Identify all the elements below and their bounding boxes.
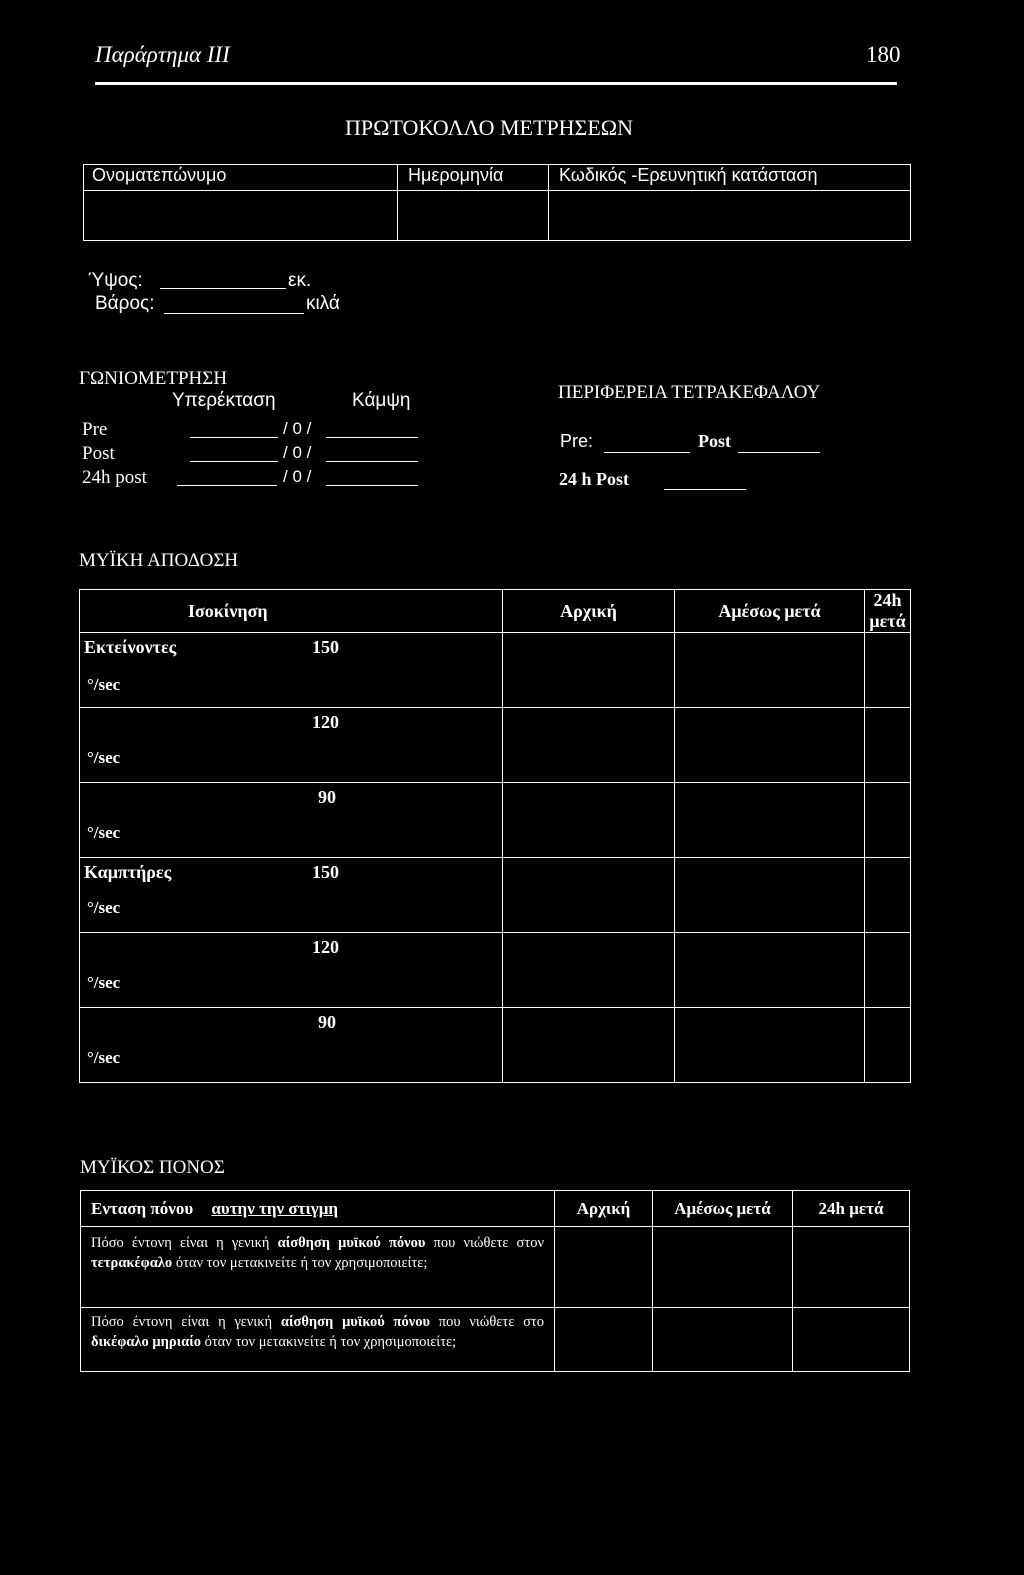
goniometry-row-pre: Pre bbox=[82, 419, 108, 440]
mpain-question-quadriceps bbox=[81, 1227, 555, 1308]
mpain-header-initial: Αρχική bbox=[555, 1191, 653, 1227]
mpain-cell[interactable] bbox=[555, 1227, 653, 1308]
mpain-cell[interactable] bbox=[653, 1308, 793, 1372]
document-title: ΠΡΩΤΟΚΟΛΛΟ ΜΕΤΡΗΣΕΩΝ bbox=[345, 115, 634, 140]
circumference-pre-field[interactable] bbox=[604, 452, 690, 453]
q-text: που νιώθετε στο bbox=[430, 1314, 544, 1330]
info-cell-name[interactable] bbox=[84, 191, 398, 241]
mp-cell[interactable] bbox=[503, 783, 675, 858]
mp-cell[interactable] bbox=[865, 633, 911, 708]
goniometry-title: ΓΩΝΙΟΜΕΤΡΗΣΗ bbox=[79, 368, 228, 389]
table-row bbox=[80, 1008, 911, 1083]
weight-label: Βάρος: bbox=[95, 293, 155, 314]
circumference-title: ΠΕΡΙΦΕΡΕΙΑ ΤΕΤΡΑΚΕΦΑΛΟΥ bbox=[558, 382, 821, 403]
mp-cell[interactable] bbox=[865, 783, 911, 858]
weight-unit: κιλά bbox=[306, 293, 340, 314]
mp-header-isokinetic: Ισοκίνηση bbox=[80, 590, 503, 633]
height-field[interactable] bbox=[160, 288, 286, 289]
mpain-question-hamstrings bbox=[81, 1308, 555, 1372]
goniometry-separator: / 0 / bbox=[283, 419, 312, 438]
mp-cell[interactable] bbox=[675, 1008, 865, 1083]
table-row bbox=[80, 633, 911, 708]
q-text-bold: αίσθηση μυϊκού πόνου bbox=[280, 1314, 430, 1330]
page-number: 180 bbox=[866, 42, 901, 67]
mp-cell[interactable] bbox=[675, 633, 865, 708]
mp-cell[interactable] bbox=[503, 633, 675, 708]
mp-cell[interactable] bbox=[503, 933, 675, 1008]
mp-header-immediately: Αμέσως μετά bbox=[675, 590, 865, 633]
mp-row-label bbox=[80, 858, 503, 933]
mp-group-name-flexors: Καμπτήρες bbox=[84, 862, 172, 882]
pre-extension-field[interactable] bbox=[190, 437, 278, 438]
mp-unit: °/sec bbox=[87, 973, 121, 992]
circumference-post-field[interactable] bbox=[738, 452, 820, 453]
mp-cell[interactable] bbox=[503, 708, 675, 783]
mp-speed: 120 bbox=[312, 712, 339, 732]
muscle-pain-table bbox=[80, 1190, 910, 1372]
mpain-header-label: Ενταση πόνου bbox=[91, 1198, 194, 1218]
mp-row-label bbox=[80, 783, 503, 858]
h24-flexion-field[interactable] bbox=[326, 485, 418, 486]
mp-unit: °/sec bbox=[87, 823, 121, 842]
circumference-pre-label: Pre: bbox=[560, 431, 594, 451]
weight-field[interactable] bbox=[164, 313, 304, 314]
mp-row-label bbox=[80, 708, 503, 783]
mp-unit: °/sec bbox=[87, 898, 121, 917]
mp-cell[interactable] bbox=[865, 933, 911, 1008]
mp-cell[interactable] bbox=[675, 933, 865, 1008]
table-row bbox=[80, 783, 911, 858]
header-rule bbox=[95, 82, 897, 85]
mpain-cell[interactable] bbox=[793, 1308, 910, 1372]
q-text: όταν τον μετακινείτε ή τον χρησιμοποιείτε; bbox=[200, 1334, 457, 1350]
circumference-24h-label: 24 h Post bbox=[559, 469, 630, 489]
post-flexion-field[interactable] bbox=[326, 461, 418, 462]
mp-row-label bbox=[80, 933, 503, 1008]
mp-row-label bbox=[80, 1008, 503, 1083]
mp-cell[interactable] bbox=[865, 708, 911, 783]
info-header-name: Ονοματεπώνυμο bbox=[84, 165, 398, 191]
mp-cell[interactable] bbox=[675, 783, 865, 858]
q-text-bold: αίσθηση μυϊκού πόνου bbox=[277, 1235, 426, 1251]
mp-cell[interactable] bbox=[865, 1008, 911, 1083]
mp-cell[interactable] bbox=[675, 858, 865, 933]
q-text: όταν τον μετακινείτε ή τον χρησιμοποιείτε; bbox=[172, 1255, 428, 1271]
mpain-header-intensity bbox=[81, 1191, 555, 1227]
mp-speed: 90 bbox=[318, 787, 336, 807]
mpain-header-emphasis: αυτην την στιγμη bbox=[211, 1198, 338, 1218]
info-cell-date[interactable] bbox=[398, 191, 549, 241]
goniometry-col-extension: Υπερέκταση bbox=[172, 390, 276, 411]
h24-extension-field[interactable] bbox=[177, 485, 277, 486]
mp-speed: 120 bbox=[312, 937, 339, 957]
mpain-cell[interactable] bbox=[653, 1227, 793, 1308]
q-text-bold: τετρακέφαλο bbox=[91, 1255, 173, 1271]
mp-unit: °/sec bbox=[87, 748, 121, 767]
mp-cell[interactable] bbox=[503, 1008, 675, 1083]
goniometry-row-post: Post bbox=[82, 443, 115, 464]
pre-flexion-field[interactable] bbox=[326, 437, 418, 438]
mpain-header-immediately: Αμέσως μετά bbox=[653, 1191, 793, 1227]
goniometry-separator: / 0 / bbox=[283, 467, 312, 486]
q-text: που νιώθετε στον bbox=[425, 1235, 544, 1251]
table-row bbox=[80, 708, 911, 783]
height-unit: εκ. bbox=[288, 270, 312, 291]
goniometry-separator: / 0 / bbox=[283, 443, 312, 462]
mp-speed: 90 bbox=[318, 1012, 336, 1032]
muscle-performance-table bbox=[79, 589, 911, 1083]
height-label: Ύψος: bbox=[88, 270, 143, 291]
goniometry-row-24h: 24h post bbox=[82, 467, 147, 488]
table-row bbox=[80, 858, 911, 933]
info-table bbox=[83, 164, 911, 241]
mp-unit: °/sec bbox=[87, 1048, 121, 1067]
post-extension-field[interactable] bbox=[190, 461, 278, 462]
muscle-performance-title: ΜΥΪΚΗ ΑΠΟΔΟΣΗ bbox=[79, 550, 239, 571]
table-row bbox=[81, 1227, 910, 1308]
header-title: Παράρτημα III bbox=[95, 42, 230, 67]
table-row bbox=[80, 933, 911, 1008]
mp-speed: 150 bbox=[312, 637, 339, 657]
mp-header-initial: Αρχική bbox=[503, 590, 675, 633]
mp-header-24h: 24h μετά bbox=[865, 590, 911, 633]
muscle-pain-title: ΜΥΪΚΟΣ ΠΟΝΟΣ bbox=[80, 1157, 225, 1178]
q-text: Πόσο έντονη είναι η γενική bbox=[91, 1235, 278, 1251]
mp-group-name-extensors: Εκτείνοντες bbox=[84, 637, 177, 657]
mp-speed: 150 bbox=[312, 862, 339, 882]
mp-cell[interactable] bbox=[865, 858, 911, 933]
info-header-date: Ημερομηνία bbox=[398, 165, 549, 191]
info-header-code: Κωδικός -Ερευνητική κατάσταση bbox=[549, 165, 911, 191]
info-cell-code[interactable] bbox=[549, 191, 911, 241]
mp-cell[interactable] bbox=[675, 708, 865, 783]
mpain-cell[interactable] bbox=[793, 1227, 910, 1308]
q-text-bold: δικέφαλο μηριαίο bbox=[91, 1334, 201, 1350]
table-row bbox=[81, 1308, 910, 1372]
circumference-post-label: Post bbox=[698, 431, 731, 451]
mpain-cell[interactable] bbox=[555, 1308, 653, 1372]
mp-row-label bbox=[80, 633, 503, 708]
mp-cell[interactable] bbox=[503, 858, 675, 933]
mpain-header-24h: 24h μετά bbox=[793, 1191, 910, 1227]
circumference-24h-field[interactable] bbox=[664, 489, 746, 490]
goniometry-col-flexion: Κάμψη bbox=[352, 390, 411, 411]
mp-unit: °/sec bbox=[87, 675, 121, 694]
q-text: Πόσο έντονη είναι η γενική bbox=[91, 1314, 281, 1330]
